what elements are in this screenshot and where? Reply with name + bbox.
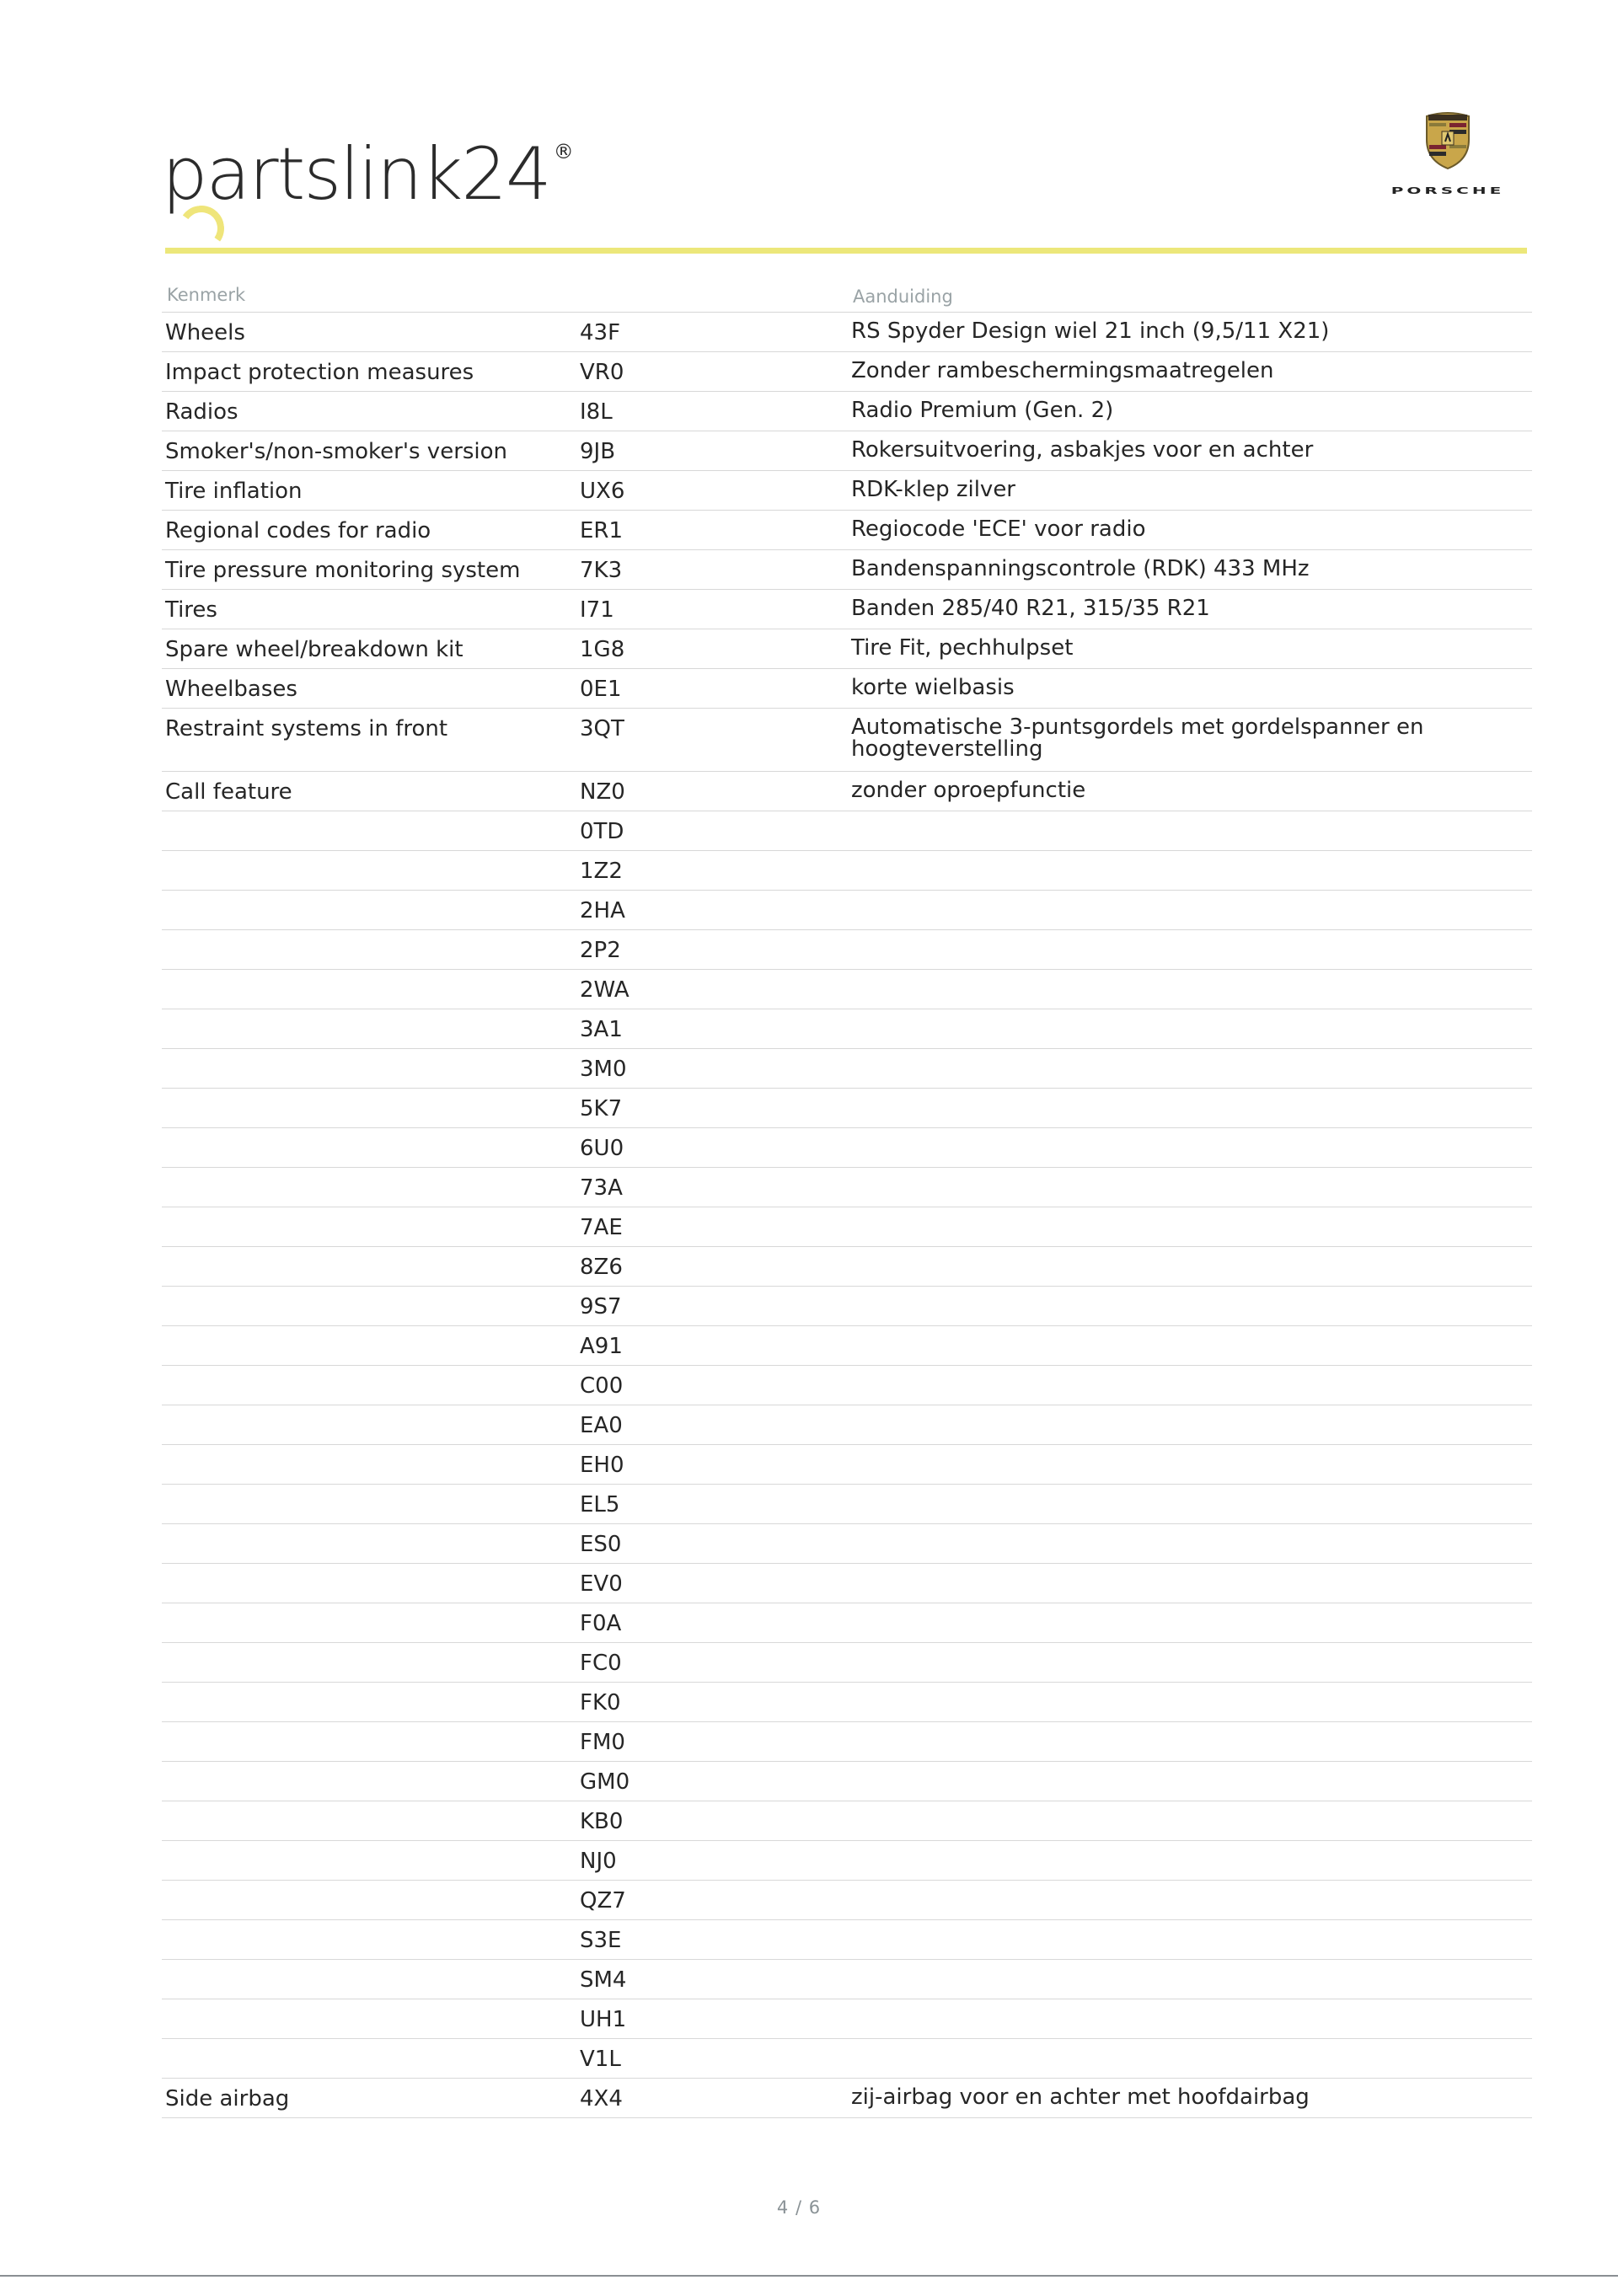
code-cell: GM0 <box>580 1769 630 1795</box>
code-cell: C00 <box>580 1373 624 1399</box>
designation-cell: RDK-klep zilver <box>851 477 1015 502</box>
designation-cell: zij-airbag voor en achter met hoofdairbag <box>851 2085 1310 2110</box>
code-cell: EV0 <box>580 1571 623 1597</box>
code-cell: EH0 <box>580 1453 624 1478</box>
code-cell: 0TD <box>580 819 624 844</box>
code-cell: FM0 <box>580 1730 625 1755</box>
code-cell: 73A <box>580 1175 623 1201</box>
table-row <box>162 1128 1532 1168</box>
code-cell: QZ7 <box>580 1888 626 1913</box>
table-row <box>162 1168 1532 1207</box>
feature-cell: Smoker's/non-smoker's version <box>165 439 508 464</box>
code-cell: A91 <box>580 1334 623 1359</box>
table-row <box>162 709 1532 772</box>
feature-cell: Call feature <box>165 779 292 805</box>
designation-cell: zonder oproepfunctie <box>851 778 1086 803</box>
code-cell: NJ0 <box>580 1849 617 1874</box>
code-cell: ES0 <box>580 1532 622 1557</box>
feature-cell: Radios <box>165 399 238 425</box>
table-row <box>162 772 1532 811</box>
porsche-logo <box>1364 111 1532 201</box>
code-cell: 9JB <box>580 439 616 464</box>
porsche-crest-icon <box>1423 111 1472 170</box>
feature-cell: Side airbag <box>165 2086 290 2111</box>
code-cell: FC0 <box>580 1651 622 1676</box>
registered-mark: ® <box>553 140 574 163</box>
designation-cell: Bandenspanningscontrole (RDK) 433 MHz <box>851 556 1310 581</box>
code-cell: 8Z6 <box>580 1255 623 1280</box>
table-row <box>162 1643 1532 1683</box>
table-body <box>162 313 1532 2118</box>
code-cell: 7K3 <box>580 558 623 583</box>
feature-cell: Regional codes for radio <box>165 518 431 543</box>
code-cell: 1Z2 <box>580 859 623 884</box>
code-cell: I71 <box>580 597 614 623</box>
code-cell: 3QT <box>580 716 624 741</box>
code-cell: FK0 <box>580 1690 621 1715</box>
feature-cell: Tire inflation <box>165 479 303 504</box>
designation-cell: Rokersuitvoering, asbakjes voor en achter <box>851 437 1314 463</box>
equipment-table <box>162 278 1532 2118</box>
table-row <box>162 851 1532 891</box>
code-cell: 1G8 <box>580 637 625 662</box>
table-row <box>162 1960 1532 1999</box>
table-row <box>162 471 1532 511</box>
code-cell: 43F <box>580 320 621 345</box>
table-row <box>162 1722 1532 1762</box>
table-row <box>162 1603 1532 1643</box>
column-header-feature: Kenmerk <box>167 285 246 305</box>
table-row <box>162 629 1532 669</box>
bottom-divider <box>0 2275 1618 2277</box>
logo-text: partslink24 <box>162 132 550 217</box>
code-cell: UH1 <box>580 2007 627 2032</box>
designation-cell: Regiocode 'ECE' voor radio <box>851 516 1146 542</box>
table-row <box>162 970 1532 1009</box>
code-cell: 5K7 <box>580 1096 623 1121</box>
code-cell: I8L <box>580 399 613 425</box>
table-row <box>162 1762 1532 1801</box>
table-row <box>162 431 1532 471</box>
code-cell: KB0 <box>580 1809 624 1834</box>
partslink24-wordmark <box>162 132 550 217</box>
table-row <box>162 669 1532 709</box>
designation-cell: Banden 285/40 R21, 315/35 R21 <box>851 596 1210 621</box>
column-header-designation: Aanduiding <box>853 286 953 307</box>
code-cell: 2WA <box>580 977 630 1003</box>
table-row <box>162 313 1532 352</box>
feature-cell: Tire pressure monitoring system <box>165 558 521 583</box>
code-cell: 6U0 <box>580 1136 624 1161</box>
code-cell: SM4 <box>580 1967 627 1993</box>
designation-cell: Radio Premium (Gen. 2) <box>851 398 1114 423</box>
table-row <box>162 1920 1532 1960</box>
porsche-wordmark: PORSCHE <box>1390 185 1505 196</box>
designation-cell: Tire Fit, pechhulpset <box>851 635 1074 661</box>
table-row <box>162 811 1532 851</box>
code-cell: 7AE <box>580 1215 623 1240</box>
code-cell: 2P2 <box>580 938 621 963</box>
feature-cell: Spare wheel/breakdown kit <box>165 637 463 662</box>
table-row <box>162 891 1532 930</box>
table-row <box>162 511 1532 550</box>
table-row <box>162 352 1532 392</box>
code-cell: EL5 <box>580 1492 620 1517</box>
table-row <box>162 1999 1532 2039</box>
feature-cell: Wheels <box>165 320 245 345</box>
feature-cell: Wheelbases <box>165 677 297 702</box>
designation-cell: RS Spyder Design wiel 21 inch (9,5/11 X21) <box>851 318 1330 344</box>
table-row <box>162 1405 1532 1445</box>
table-row <box>162 1564 1532 1603</box>
code-cell: 9S7 <box>580 1294 622 1319</box>
code-cell: 4X4 <box>580 2086 623 2111</box>
table-row <box>162 1485 1532 1524</box>
table-row <box>162 392 1532 431</box>
table-row <box>162 550 1532 590</box>
code-cell: 2HA <box>580 898 625 923</box>
code-cell: F0A <box>580 1611 622 1636</box>
table-row <box>162 1326 1532 1366</box>
code-cell: 0E1 <box>580 677 622 702</box>
feature-cell: Tires <box>165 597 217 623</box>
table-row <box>162 1366 1532 1405</box>
table-row <box>162 1801 1532 1841</box>
table-row <box>162 1683 1532 1722</box>
header-divider <box>165 248 1527 254</box>
code-cell: UX6 <box>580 479 625 504</box>
designation-cell: Automatische 3-puntsgordels met gordelspanner en hoogteverstelling <box>851 714 1424 762</box>
table-row <box>162 1287 1532 1326</box>
table-row <box>162 1089 1532 1128</box>
code-cell: VR0 <box>580 360 624 385</box>
code-cell: EA0 <box>580 1413 623 1438</box>
code-cell: 3M0 <box>580 1057 627 1082</box>
table-row <box>162 1524 1532 1564</box>
feature-cell: Restraint systems in front <box>165 716 448 741</box>
table-row <box>162 1841 1532 1881</box>
code-cell: 3A1 <box>580 1017 623 1042</box>
table-row <box>162 2079 1532 2118</box>
table-row <box>162 1207 1532 1247</box>
code-cell: NZ0 <box>580 779 625 805</box>
designation-cell: Zonder rambeschermingsmaatregelen <box>851 358 1274 383</box>
table-row <box>162 2039 1532 2079</box>
table-row <box>162 1049 1532 1089</box>
table-row <box>162 590 1532 629</box>
feature-cell: Impact protection measures <box>165 360 474 385</box>
code-cell: ER1 <box>580 518 624 543</box>
table-row <box>162 1881 1532 1920</box>
table-row <box>162 1445 1532 1485</box>
table-row <box>162 1009 1532 1049</box>
table-header <box>162 278 1532 313</box>
code-cell: S3E <box>580 1928 622 1953</box>
table-row <box>162 1247 1532 1287</box>
table-row <box>162 930 1532 970</box>
code-cell: V1L <box>580 2047 621 2072</box>
designation-cell: korte wielbasis <box>851 675 1015 700</box>
page-number: 4 / 6 <box>776 2197 822 2218</box>
partslink24-logo <box>162 101 574 217</box>
page-indicator <box>0 2197 1618 2218</box>
